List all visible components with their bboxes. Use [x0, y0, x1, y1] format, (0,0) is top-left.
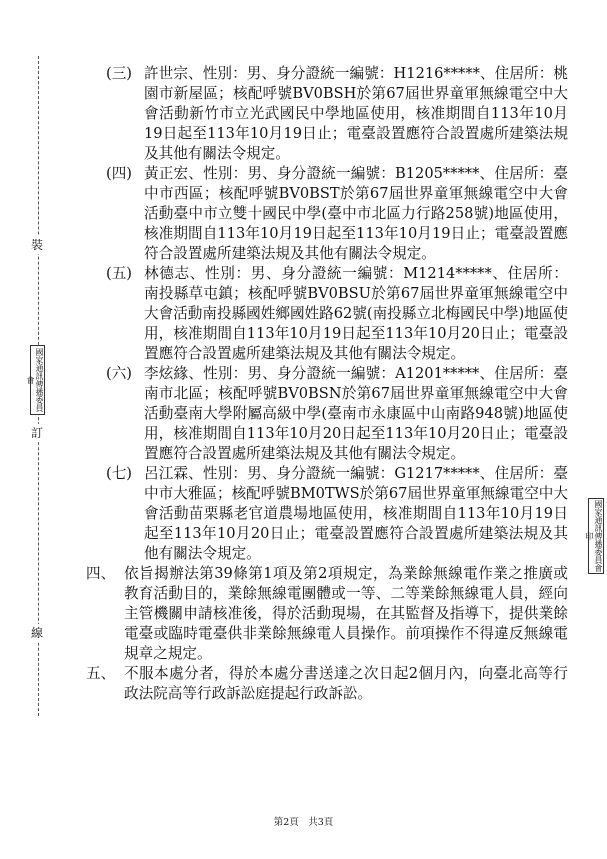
- item-marker: (四): [106, 165, 132, 182]
- item-text: 李炫緣、性別：男、身分證統一編號：A1201*****、住居所：臺南市北區；核配呼號BV0BSN於第67屆世界童軍無線電空中大會活動臺南大學附屬高級中學(臺南市永康區中山南路948號)地區使用，核准期間自113年10月20日起至113年10月20日止；電臺設置應符合設置處所建築法規及其他有關法令規定。: [144, 365, 568, 462]
- item-text: 黃正宏、性別：男、身分證統一編號：B1205*****、住居所：臺中市西區；核配呼號BV0BST於第67屆世界童軍無線電空中大會活動臺中市立雙十國民中學(臺中市北區力行路258號)地區使用，核准期間自113年10月19日起至113年10月19日止；電臺設置應符合設置處所建築法規及其他有關法令規定。: [144, 165, 568, 262]
- binding-mark-middle: 訂: [31, 426, 44, 440]
- section-five: [86, 664, 568, 704]
- section-marker: 四、: [86, 565, 116, 582]
- item-text: 許世宗、性別：男、身分證統一編號：H1216*****、住居所：桃園市新屋區；核配呼號BV0BSH於第67屆世界童軍無線電空中大會活動新竹市立光武國民中學地區使用，核准期間自113年10月19日起至113年10月19日止；電臺設置應符合設置處所建築法規及其他有關法令規定。: [144, 65, 568, 162]
- seal-stamp-right: 國家通訊傳播委員會印: [585, 500, 603, 572]
- section-four: [86, 564, 568, 664]
- section-text: 依旨揭辦法第39條第1項及第2項規定，為業餘無線電作業之推廣或教育活動目的，業餘無線電團體或一等、二等業餘無線電人員，經向主管機關申請核准後，得於活動現場，在其監督及指導下，提供業餘電臺或臨時電臺供非業餘無線電人員操作。前項操作不得違反無線電規章之規定。: [124, 565, 568, 662]
- item-marker: (三): [106, 65, 132, 82]
- section-text: 不服本處分者，得於本處分書送達之次日起2個月內，向臺北高等行政法院高等行政訴訟庭提起行政訴訟。: [124, 665, 568, 702]
- binding-mark-bottom: 線: [31, 626, 44, 640]
- list-item: [86, 264, 568, 364]
- document-body: [86, 64, 568, 704]
- list-item: [86, 364, 568, 464]
- item-text: 呂江霖、性別：男、身分證統一編號：G1217*****、住居所：臺中市大雅區；核配呼號BM0TWS於第67屆世界童軍無線電空中大會活動苗栗縣老官道農場地區使用，核准期間自113年10月19日起至113年10月20日止；電臺設置應符合設置處所建築法規及其他有關法令規定。: [144, 465, 568, 562]
- binding-mark-top: 裝: [31, 238, 44, 252]
- item-marker: (六): [106, 365, 132, 382]
- list-item: [86, 164, 568, 264]
- seal-stamp-left: 國家通訊傳播委員會: [30, 345, 45, 415]
- list-item: [86, 64, 568, 164]
- item-marker: (七): [106, 465, 132, 482]
- section-marker: 五、: [86, 665, 116, 682]
- list-item: [86, 464, 568, 564]
- item-text: 林德志、性別：男、身分證統一編號：M1214*****、住居所：南投縣草屯鎮；核配呼號BV0BSU於第67屆世界童軍無線電空中大會活動南投縣國姓鄉國姓路62號(南投縣立北梅國民中學)地區使用，核准期間自113年10月19日起至113年10月20日止；電臺設置應符合設置處所建築法規及其他有關法令規定。: [144, 265, 568, 362]
- item-marker: (五): [106, 265, 132, 282]
- page-number: 第2頁 共3頁: [273, 817, 334, 828]
